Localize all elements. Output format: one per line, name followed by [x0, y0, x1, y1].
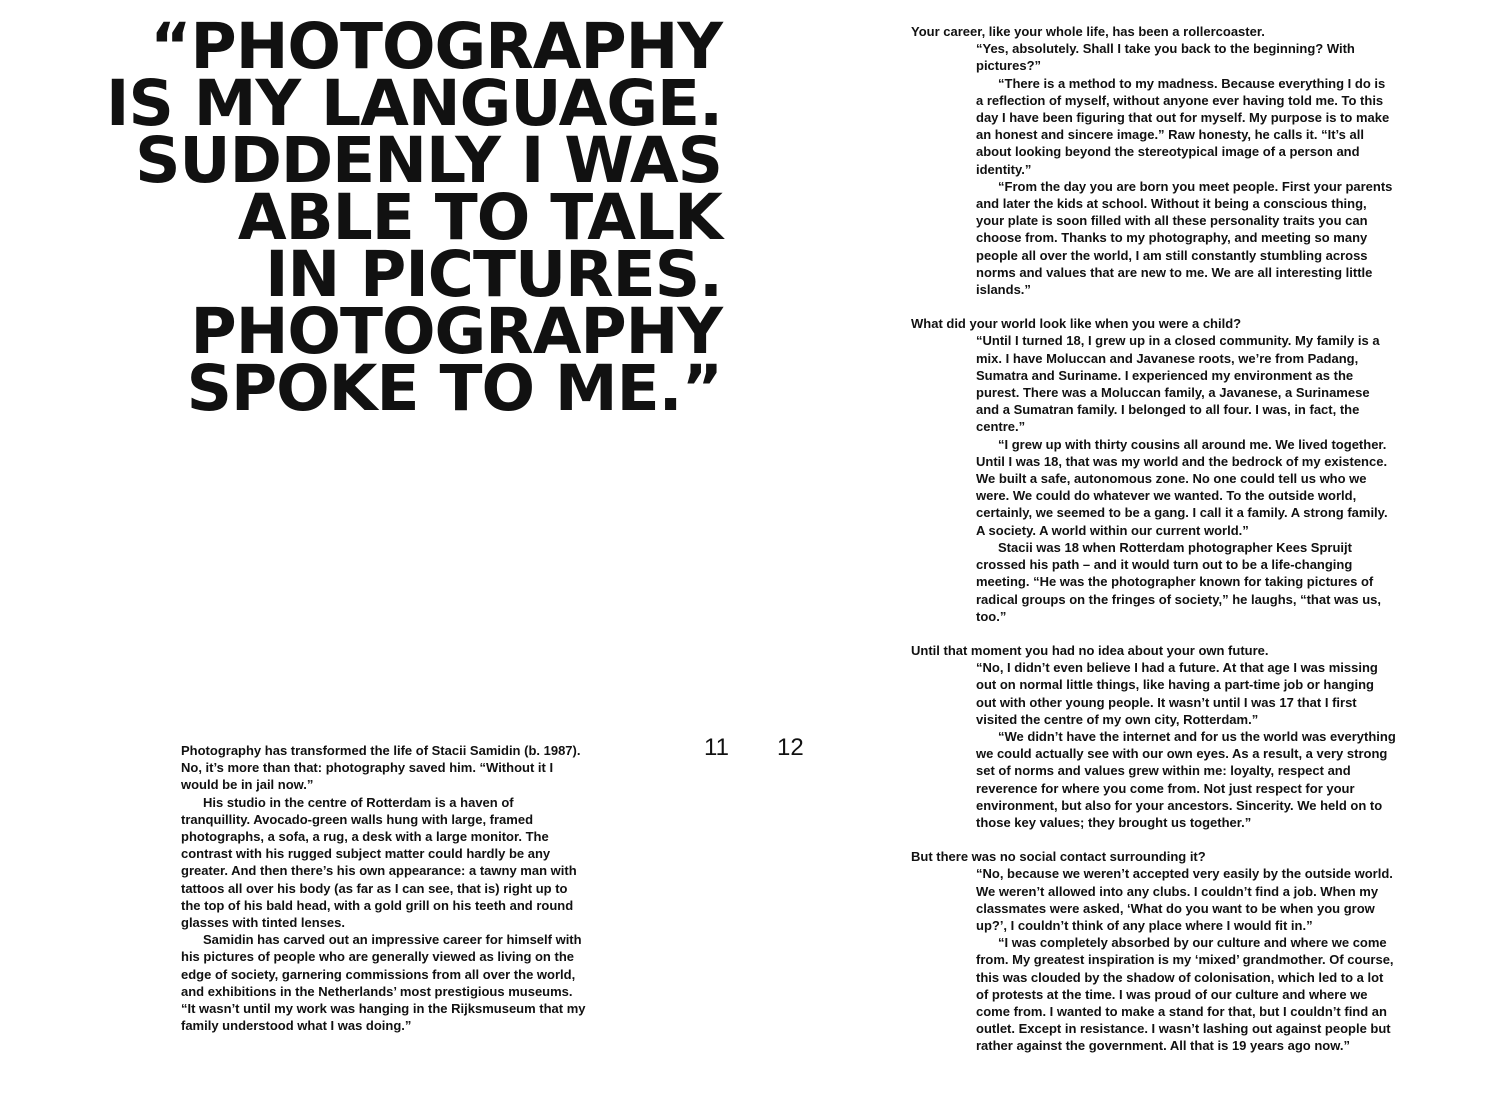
answer-paragraph: “I grew up with thirty cousins all around me. We lived together. Until I was 18, that was my world and the bedrock of my existence. We built a safe, autonomous zone. No one could tell us who we were. We could do whatever we wanted. To the outside world, certainly, we seemed to be a gang. I call it a family. A strong family. A society. A world within our current world.”: [976, 436, 1388, 538]
page-number-right: 12: [777, 734, 804, 761]
answer-group: [911, 40, 1396, 298]
answer-paragraph: “From the day you are born you meet people. First your parents and later the kids at school. Without it being a conscious thing, your plate is soon filled with all these personality traits you can choose from. Thanks to my photography, and meeting so many people all over the world, I am still constantly stumbling across norms and values that are new to me. We are all interesting little islands.”: [976, 178, 1393, 298]
answer-paragraph: “I was completely absorbed by our culture and where we come from. My greatest inspiration is my ‘mixed’ grandmother. Of course, this was clouded by the shadow of colonisation, which led to a lot of protests at the time. I was proud of our culture and where we come from. I wanted to make a stand for that, but I couldn’t find an outlet. Except in resistance. I wasn’t lashing out against people but rather against the government. All that is 19 years ago now.”: [976, 935, 1394, 1054]
interview-question: What did your world look like when you were a child?: [911, 316, 1242, 332]
pull-quote-line: SPOKE TO ME.”: [186, 352, 722, 425]
intro-paragraph: His studio in the centre of Rotterdam is a haven of tranquillity. Avocado-green walls hung with large, framed photographs, a sofa, a rug, a desk with a large monitor. The contrast with his rugged subject matter could hardly be any greater. And then there’s his own appearance: a tawny man with tattoos all over his body (as far as I can see, that is) right up to the top of his bald head, with a gold grill on his teeth and round glasses with tinted lenses.: [181, 794, 577, 931]
page-number-left: 11: [704, 734, 729, 761]
interview-column: [911, 23, 1396, 1055]
interview-question: Your career, like your whole life, has been a rollercoaster.: [911, 24, 1265, 39]
intro-paragraph: Photography has transformed the life of Stacii Samidin (b. 1987). No, it’s more than that: photography saved him. “Without it I would be in jail now.”: [181, 743, 581, 793]
answer-paragraph: “No, because we weren’t accepted very easily by the outside world. We weren’t allowed into any clubs. I couldn’t find a job. When my classmates were asked, ‘What do you want to be when you grow up?’, I couldn’t think of any place where I would fit in.”: [976, 866, 1393, 933]
answer-group: [911, 332, 1396, 624]
answer-paragraph: Stacii was 18 when Rotterdam photographer Kees Spruijt crossed his path – and it would turn out to be a life-changing meeting. “He was the photographer known for taking pictures of radical groups on the fringes of society,” he laughs, “that was us, too.”: [976, 539, 1381, 624]
pull-quote-line: “PHOTOGRAPHY: [150, 10, 722, 83]
qa-block: [911, 642, 1396, 831]
interview-question: But there was no social contact surrounding it?: [911, 849, 1206, 865]
answer-paragraph: “No, I didn’t even believe I had a future. At that age I was missing out on normal little things, like having a part-time job or hanging out with other young people. It wasn’t until I was 17 that I first visited the centre of my own city, Rotterdam.”: [976, 660, 1378, 727]
answer-paragraph: “We didn’t have the internet and for us the world was everything we could actually see with our own eyes. As a result, a very strong set of norms and values grew within me: loyalty, respect and reverence for where you come from. Not just respect for your environment, but also for your ancestors. Sincerity. We held on to those key values; they brought us together.”: [976, 728, 1396, 830]
qa-block: [911, 315, 1396, 625]
pull-quote-line: ABLE TO TALK: [237, 181, 722, 254]
intro-paragraph: Samidin has carved out an impressive career for himself with his pictures of people who are generally viewed as living on the edge of society, garnering commissions from all over the world, and exhibitions in the Netherlands’ most prestigious museums. “It wasn’t until my work was hanging in the Rijksmuseum that my family understood what I was doing.”: [181, 932, 586, 1034]
answer-paragraph: “Until I turned 18, I grew up in a closed community. My family is a mix. I have Moluccan and Javanese roots, we’re from Padang, Sumatra and Suriname. I experienced my environment as the purest. There was a Moluccan family, a Javanese, a Surinamese and a Sumatran family. I belonged to all four. I was, in fact, the centre.”: [976, 333, 1380, 435]
intro-text: [181, 742, 586, 1034]
pull-quote-line: PHOTOGRAPHY: [190, 295, 722, 368]
answer-paragraph: “Yes, absolutely. Shall I take you back to the beginning? With pictures?”: [976, 41, 1355, 74]
answer-group: [911, 865, 1396, 1054]
pull-quote: [40, 10, 722, 425]
answer-group: [911, 659, 1396, 831]
pull-quote-line: IN PICTURES.: [265, 238, 722, 311]
pull-quote-line: SUDDENLY I WAS: [135, 124, 722, 197]
qa-block: [911, 23, 1396, 298]
interview-question: Until that moment you had no idea about your own future.: [911, 642, 1269, 658]
qa-block: [911, 848, 1396, 1054]
answer-paragraph: “There is a method to my madness. Because everything I do is a reflection of myself, without anyone ever having told me. To this day I have been figuring that out for myself. My purpose is to make an honest and sincere image.” Raw honesty, he calls it. “It’s all about looking beyond the stereotypical image of a person and identity.”: [976, 75, 1390, 177]
pull-quote-line: IS MY LANGUAGE.: [106, 67, 722, 140]
